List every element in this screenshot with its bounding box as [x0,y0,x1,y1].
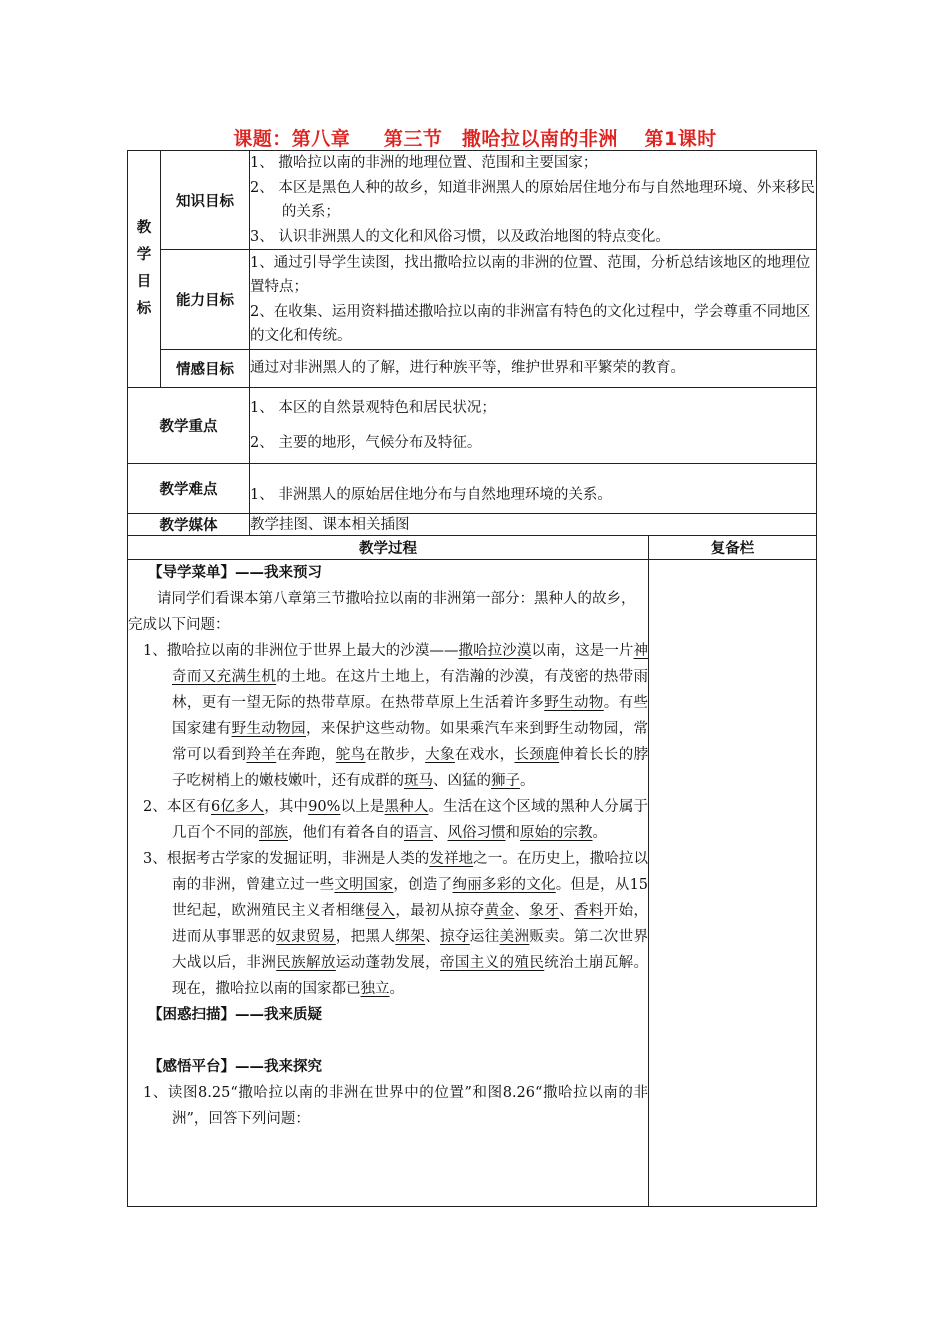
emotion-content: 通过对非洲黑人的了解，进行种族平等，维护世界和平繁荣的教育。 [250,350,817,388]
knowledge-row [128,151,817,250]
objectives-label: 教 学 目 标 [136,220,152,317]
knowledge-item-2: 2、 本区是黑色人种的故乡，知道非洲黑人的原始居住地分布与自然地理环境、外来移民的关系； [250,179,815,220]
ability-row [128,250,817,350]
preview-question-1: 1、撒哈拉以南的非洲位于世界上最大的沙漠——撒哈拉沙漠以南，这是一片神奇而又充满生机的土地。在这片土地上，有浩瀚的沙漠，有茂密的热带雨林，更有一望无际的热带草原。在热带草原上生活着许多野生动物。有些国家建有野生动物园，来保护这些动物。如果乘汽车来到野生动物园，常常可以看到羚羊在奔跑，鸵鸟在散步，大象在戏水，长颈鹿伸着长长的脖子吃树梢上的嫩枝嫩叶，还有成群的斑马、凶猛的狮子。 [143,643,649,789]
difficulties-row [128,464,817,514]
process-body-row [128,560,817,1207]
ability-content [250,250,817,350]
lesson-title: 课题：第八章 第三节 撒哈拉以南的非洲 第1课时 [233,128,717,150]
ability-label: 能力目标 [161,250,250,350]
knowledge-item-3: 3、 认识非洲黑人的文化和风俗习惯，以及政治地图的特点变化。 [250,228,670,245]
ability-item-1: 1、通过引导学生读图，找出撒哈拉以南的非洲的位置、范围，分析总结该地区的地理位置特点； [250,254,811,295]
key-points-row [128,388,817,464]
difficulties-label: 教学难点 [128,464,250,514]
preview-question-2: 2、本区有6亿多人，其中90%以上是黑种人。生活在这个区域的黑种人分属于几百个不同的部族，他们有着各自的语言、风俗习惯和原始的宗教。 [143,799,649,841]
knowledge-label: 知识目标 [161,151,250,250]
ability-item-2: 2、在收集、运用资料描述撒哈拉以南的非洲富有特色的文化过程中，学会尊重不同地区的文化和传统。 [250,303,811,344]
review-column-header: 复备栏 [649,536,817,560]
preview-question-3: 3、根据考古学家的发掘证明，非洲是人类的发祥地之一。在历史上，撒哈拉以南的非洲，曾建立过一些文明国家，创造了绚丽多彩的文化。但是，从15世纪起，欧洲殖民主义者相继侵入，最初从掠夺黄金、象牙、香料开始，进而从事罪恶的奴隶贸易，把黑人绑架、掠夺运往美洲贩卖。第二次世界大战以后，非洲民族解放运动蓬勃发展，帝国主义的殖民统治土崩瓦解。现在，撒哈拉以南的国家都已独立。 [143,851,649,997]
knowledge-content [250,151,817,250]
process-header-row [128,536,817,560]
media-row [128,514,817,536]
inquiry-section-title: 【感悟平台】——我来探究 [148,1059,322,1075]
review-column[interactable] [649,560,817,1207]
process-content [128,560,649,1207]
questions-section-title: 【困惑扫描】——我来质疑 [148,1007,322,1023]
key-points-content [250,388,817,464]
key-points-label: 教学重点 [128,388,250,464]
inquiry-question-1: 1、读图8.25“撒哈拉以南的非洲在世界中的位置”和图8.26“撒哈拉以南的非洲”，回答下列问题： [143,1085,648,1127]
media-label: 教学媒体 [128,514,250,536]
emotion-label: 情感目标 [161,350,250,388]
preview-intro: 请同学们看课本第八章第三节撒哈拉以南的非洲第一部分：黑种人的故乡，完成以下问题： [128,591,636,633]
difficulties-content: 1、 非洲黑人的原始居住地分布与自然地理环境的关系。 [250,464,817,514]
media-content: 教学挂图、课本相关插图 [250,514,817,536]
key-point-1: 1、 本区的自然景观特色和居民状况； [250,400,496,416]
process-header: 教学过程 [128,536,649,560]
preview-section-title: 【导学菜单】——我来预习 [148,565,322,581]
objectives-label-cell [128,151,161,388]
knowledge-item-1: 1、 撒哈拉以南的非洲的地理位置、范围和主要国家； [250,155,598,171]
key-point-2: 2、 主要的地形，气候分布及特征。 [250,434,482,451]
lesson-plan-table [127,150,817,1207]
emotion-row [128,350,817,388]
